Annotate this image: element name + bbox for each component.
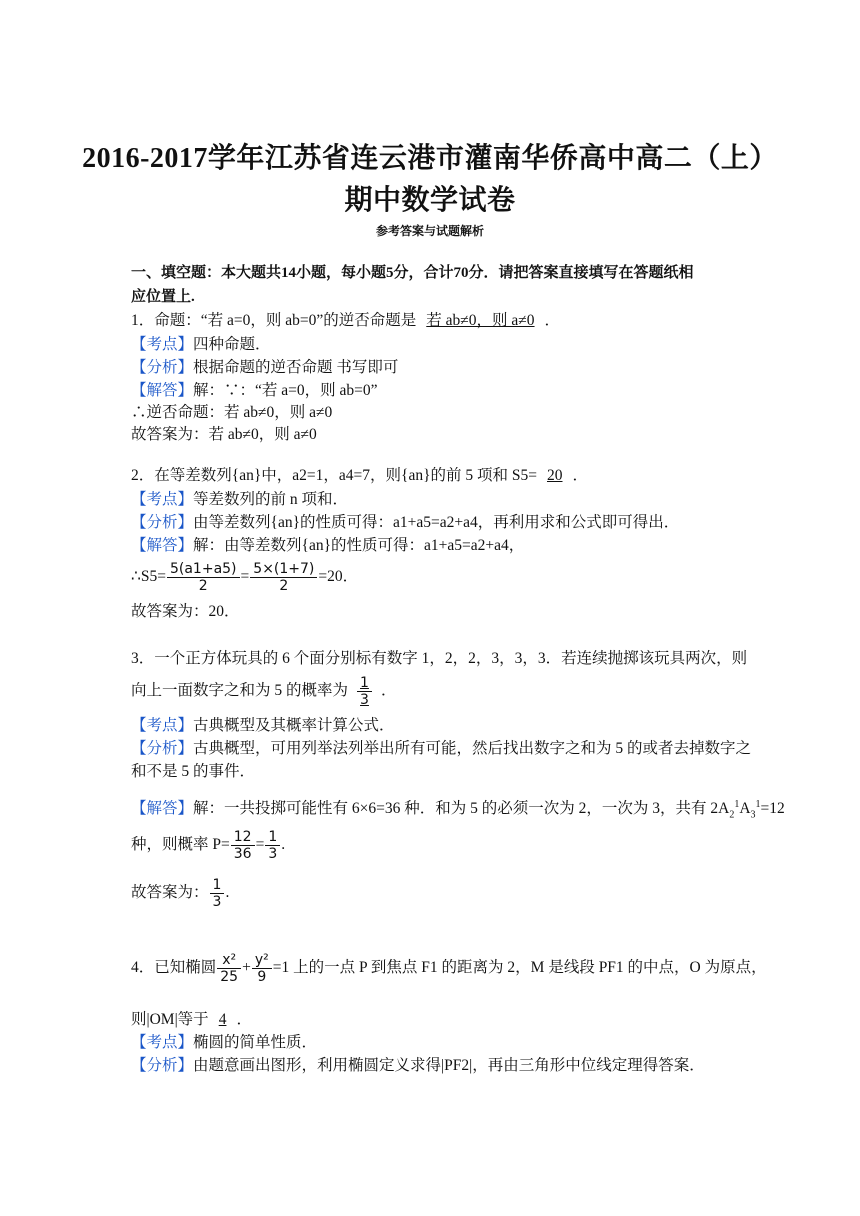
q1-fenxi-tag: 【分析】 <box>131 359 194 376</box>
page-title-line1: 2016-2017学年江苏省连云港市灌南华侨高中高二（上） <box>82 143 778 174</box>
q3-jieda-line2: 种，则概率 P= $\frac{12}{36}$ = $\frac{1}{3}$ . <box>131 828 286 862</box>
q3-stem-line2: 向上一面数字之和为 5 的概率为 $\frac{1}{3}$ ． <box>131 674 397 708</box>
q3-answer: $\frac{1}{3}$ <box>349 675 380 708</box>
page-subtitle: 参考答案与试题解析 <box>375 224 484 238</box>
q3-prob-fraction: $\frac{12}{36}$ <box>231 829 255 862</box>
q1-kaodian-tag: 【考点】 <box>131 336 194 353</box>
q4-kaodian: 【考点】椭圆的简单性质． <box>131 1034 318 1051</box>
q3-fenxi-line1: 【分析】古典概型，可用列举法列举出所有可能，然后找出数字之和为 5 的或者去掉数字之 <box>131 740 752 757</box>
q3-final: 故答案为： $\frac{1}{3}$ . <box>131 876 230 910</box>
q4-ellipse-term-x: $\frac{\text{x²}}{25}$ <box>217 952 241 985</box>
q3-fenxi-line2: 和不是 5 的事件． <box>131 763 256 780</box>
q2-answer: 20 <box>547 467 563 484</box>
q2-stem: 2．在等差数列{an}中，a2=1，a4=7，则{an}的前 5 项和 S5= 20 ． <box>131 467 589 484</box>
q1-jieda: 【解答】解：∵：“若 a=0，则 ab=0” <box>131 382 378 399</box>
q2-jieda: 【解答】解：由等差数列{an}的性质可得：a1+a5=a2+a4， <box>131 537 525 554</box>
q3-prob-fraction-2: $\frac{1}{3}$ <box>265 829 280 862</box>
q1-line2: ∴逆否命题：若 ab≠0，则 a≠0 <box>131 404 333 421</box>
q1-fenxi: 【分析】根据命题的逆否命题 书写即可 <box>131 359 399 376</box>
q3-final-fraction: $\frac{1}{3}$ <box>210 877 225 910</box>
q3-jieda-line1: 【解答】解：一共投掷可能性有 6×6=36 种．和为 5 的必须一次为 2，一次为 3，共有 $2A_2^1A_3^1=12$ <box>131 799 785 821</box>
q1-jieda-tag: 【解答】 <box>131 382 194 399</box>
section-heading-line2: 应位置上. <box>131 289 195 305</box>
q4-stem-line1: 4．已知椭圆 $\frac{\text{x²}}{25}$ + $\frac{\text{y²}}{9}$ =1 上的一点 P 到焦点 F1 的距离为 2，M 是线段 PF1 的中点，O 为原点， <box>131 951 767 985</box>
q1-answer: 若 ab≠0，则 a≠0 <box>426 312 535 329</box>
q3-kaodian: 【考点】古典概型及其概率计算公式． <box>131 717 395 734</box>
q4-answer: 4 <box>218 1011 227 1028</box>
q2-final: 故答案为：20． <box>131 603 240 620</box>
section-heading-line1: 一、填空题：本大题共14小题，每小题5分，合计70分．请把答案直接填写在答题纸相 <box>131 265 694 281</box>
q2-fraction-1: $\frac{5(a1+a5)}{2}$ <box>167 561 240 594</box>
q1-stem: 1．命题：“若 a=0，则 ab=0”的逆否命题是 若 ab≠0，则 a≠0 ． <box>131 312 561 329</box>
q1-line3: 故答案为：若 ab≠0，则 a≠0 <box>131 426 317 443</box>
q4-stem-line2: 则|OM|等于 4 ． <box>131 1011 252 1028</box>
q4-fenxi: 【分析】由题意画出图形，利用椭圆定义求得|PF2|，再由三角形中位线定理得答案． <box>131 1057 705 1074</box>
q2-calc: ∴S5= $\frac{5(a1+a5)}{2}$ = $\frac{5\times(1+7)}{2}$ =20． <box>131 560 359 594</box>
q1-kaodian: 【考点】四种命题． <box>131 336 271 353</box>
q4-ellipse-term-y: $\frac{\text{y²}}{9}$ <box>252 952 272 985</box>
page-title-line2: 期中数学试卷 <box>344 185 516 216</box>
q2-fenxi: 【分析】由等差数列{an}的性质可得：a1+a5=a2+a4，再利用求和公式即可得出． <box>131 514 680 531</box>
q3-stem-line1: 3．一个正方体玩具的 6 个面分别标有数字 1，2，2，3，3，3．若连续抛掷该玩具两次，则 <box>131 650 748 667</box>
q2-fraction-2: $\frac{5\times(1+7)}{2}$ <box>250 561 317 594</box>
q2-kaodian: 【考点】等差数列的前 n 项和． <box>131 491 349 508</box>
